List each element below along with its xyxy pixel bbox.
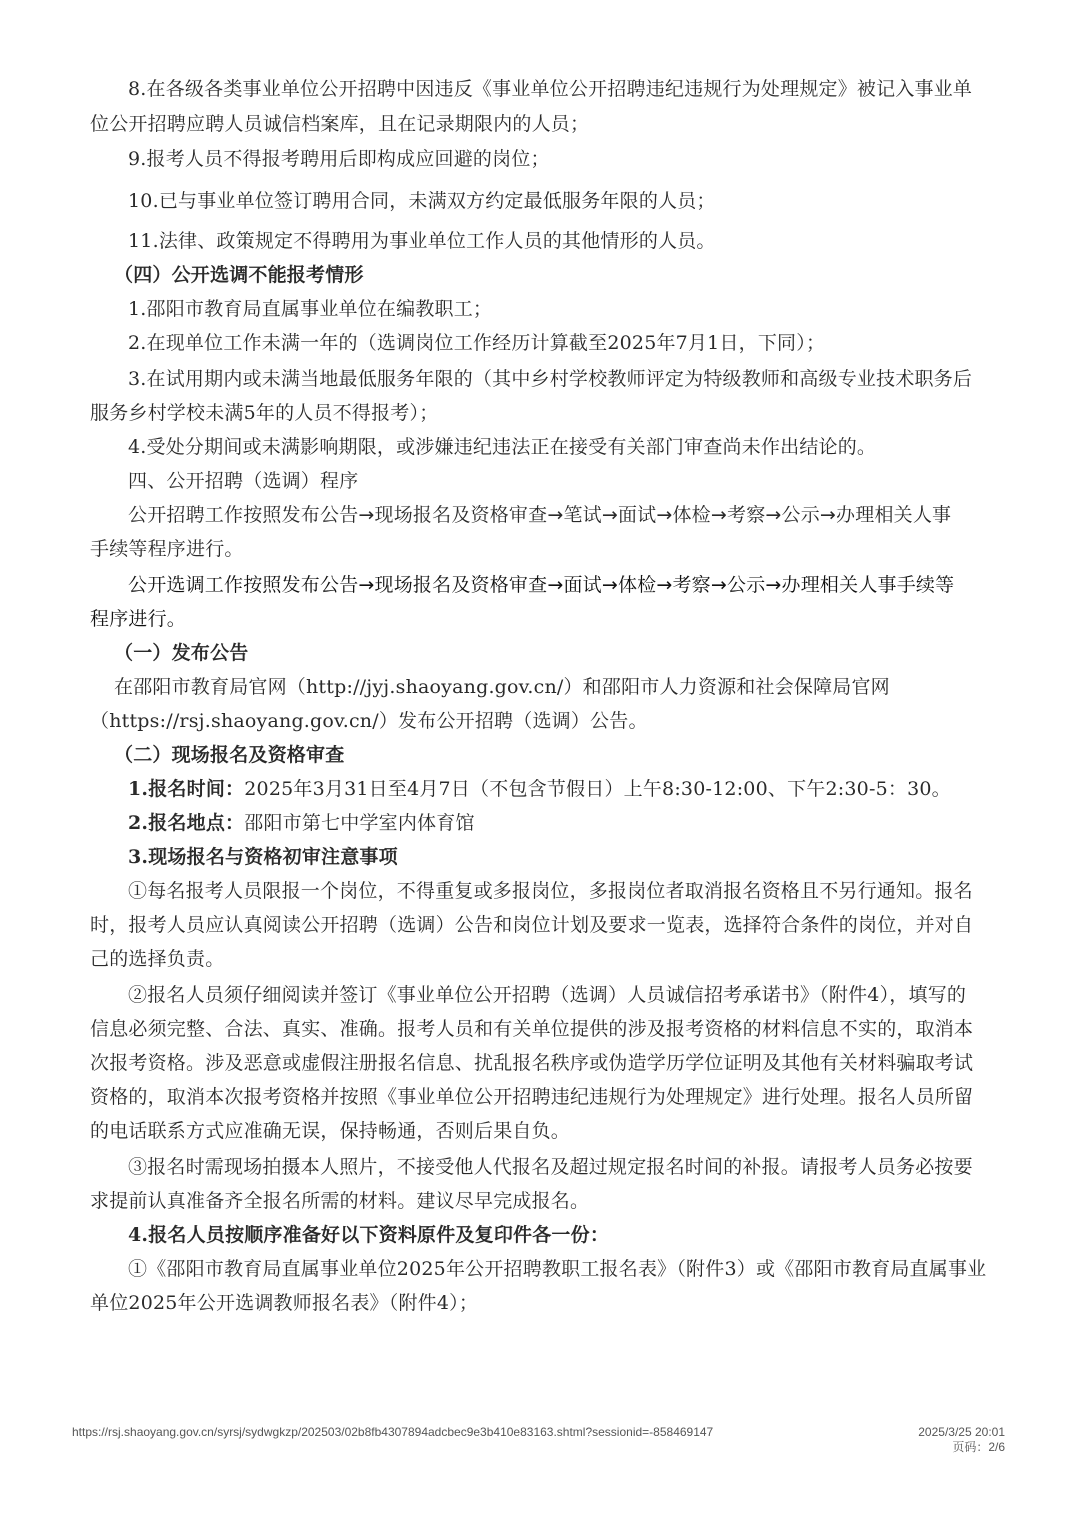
footer-datetime: 2025/3/25 20:01 — [918, 1425, 1005, 1439]
section-heading: （一）发布公告 — [114, 642, 249, 664]
registration-place-label: 2.报名地点： — [128, 812, 245, 834]
paragraph-line: 公开选调工作按照发布公告→现场报名及资格审查→面试→体检→考察→公示→办理相关人事手续等 — [128, 574, 955, 596]
registration-time-value: 2025年3月31日至4月7日（不包含节假日）上午8:30-12:00、下午2:30-5：30。 — [244, 778, 951, 800]
footer-url[interactable]: https://rsj.shaoyang.gov.cn/syrsj/sydwgkzp/202503/02b8fb4307894adcbec9e3b410e83163.shtml?sessionid=-858469147 — [72, 1425, 714, 1439]
paragraph-line: 10.已与事业单位签订聘用合同，未满双方约定最低服务年限的人员； — [128, 190, 716, 212]
paragraph-line: 的电话联系方式应准确无误，保持畅通，否则后果自负。 — [90, 1120, 571, 1142]
paragraph-line: 1.邵阳市教育局直属事业单位在编教职工； — [128, 298, 493, 320]
paragraph-line: ①每名报考人员限报一个岗位，不得重复或多报岗位，多报岗位者取消报名资格且不另行通知。报名 — [128, 880, 973, 902]
subsection-heading: 3.现场报名与资格初审注意事项 — [128, 846, 398, 868]
subsection-heading: 4.报名人员按顺序准备好以下资料原件及复印件各一份： — [128, 1224, 610, 1246]
paragraph-line: （https://rsj.shaoyang.gov.cn/）发布公开招聘（选调）公告。 — [90, 710, 648, 732]
registration-time-line — [128, 777, 951, 801]
paragraph-line: 4.受处分期间或未满影响期限，或涉嫌违纪违法正在接受有关部门审查尚未作出结论的。 — [128, 436, 877, 458]
paragraph-line: 11.法律、政策规定不得聘用为事业单位工作人员的其他情形的人员。 — [128, 230, 716, 252]
registration-time-label: 1.报名时间： — [128, 778, 245, 800]
paragraph-line: 9.报考人员不得报考聘用后即构成应回避的岗位； — [128, 148, 550, 170]
paragraph-line: 服务乡村学校未满5年的人员不得报考）； — [90, 402, 439, 424]
registration-place-value: 邵阳市第七中学室内体育馆 — [244, 812, 475, 834]
paragraph-line: ①《邵阳市教育局直属事业单位2025年公开招聘教职工报名表》（附件3）或《邵阳市教育局直属事业 — [128, 1258, 987, 1280]
section-heading: （二）现场报名及资格审查 — [114, 744, 345, 766]
paragraph-line: 3.在试用期内或未满当地最低服务年限的（其中乡村学校教师评定为特级教师和高级专业技术职务后 — [128, 368, 973, 390]
paragraph-line: 次报考资格。涉及恶意或虚假注册报名信息、扰乱报名秩序或伪造学历学位证明及其他有关材料骗取考试 — [90, 1052, 974, 1074]
footer-page-number: 页码：2/6 — [952, 1440, 1005, 1454]
paragraph-line: 己的选择负责。 — [90, 948, 225, 970]
paragraph-line: 资格的，取消本次报考资格并按照《事业单位公开招聘违纪违规行为处理规定》进行处理。报名人员所留 — [90, 1086, 974, 1108]
paragraph-line: ②报名人员须仔细阅读并签订《事业单位公开招聘（选调）人员诚信招考承诺书》（附件4），填写的 — [128, 984, 967, 1006]
paragraph-line: 2.在现单位工作未满一年的（选调岗位工作经历计算截至2025年7月1日，下同）； — [128, 332, 826, 354]
paragraph-line: 时，报考人员应认真阅读公开招聘（选调）公告和岗位计划及要求一览表，选择符合条件的岗位，并对自 — [90, 914, 974, 936]
paragraph-line: 单位2025年公开选调教师报名表》（附件4）； — [90, 1292, 479, 1314]
paragraph-line: 8.在各级各类事业单位公开招聘中因违反《事业单位公开招聘违纪违规行为处理规定》被记入事业单 — [128, 78, 973, 100]
section-heading: （四）公开选调不能报考情形 — [114, 264, 364, 286]
paragraph-line: 手续等程序进行。 — [90, 538, 244, 560]
paragraph-line: ③报名时需现场拍摄本人照片，不接受他人代报名及超过规定报名时间的补报。请报考人员务必按要 — [128, 1156, 973, 1178]
registration-place-line — [128, 811, 475, 835]
paragraph-line: 位公开招聘应聘人员诚信档案库，且在记录期限内的人员； — [90, 113, 590, 135]
paragraph-line: 在邵阳市教育局官网（http://jyj.shaoyang.gov.cn/）和邵阳市人力资源和社会保障局官网 — [114, 676, 890, 698]
paragraph-line: 公开招聘工作按照发布公告→现场报名及资格审查→笔试→面试→体检→考察→公示→办理相关人事 — [128, 504, 952, 526]
section-heading: 四、公开招聘（选调）程序 — [128, 470, 359, 492]
paragraph-line: 求提前认真准备齐全报名所需的材料。建议尽早完成报名。 — [90, 1190, 590, 1212]
paragraph-line: 程序进行。 — [90, 608, 187, 630]
paragraph-line: 信息必须完整、合法、真实、准确。报考人员和有关单位提供的涉及报考资格的材料信息不实的，取消本 — [90, 1018, 974, 1040]
